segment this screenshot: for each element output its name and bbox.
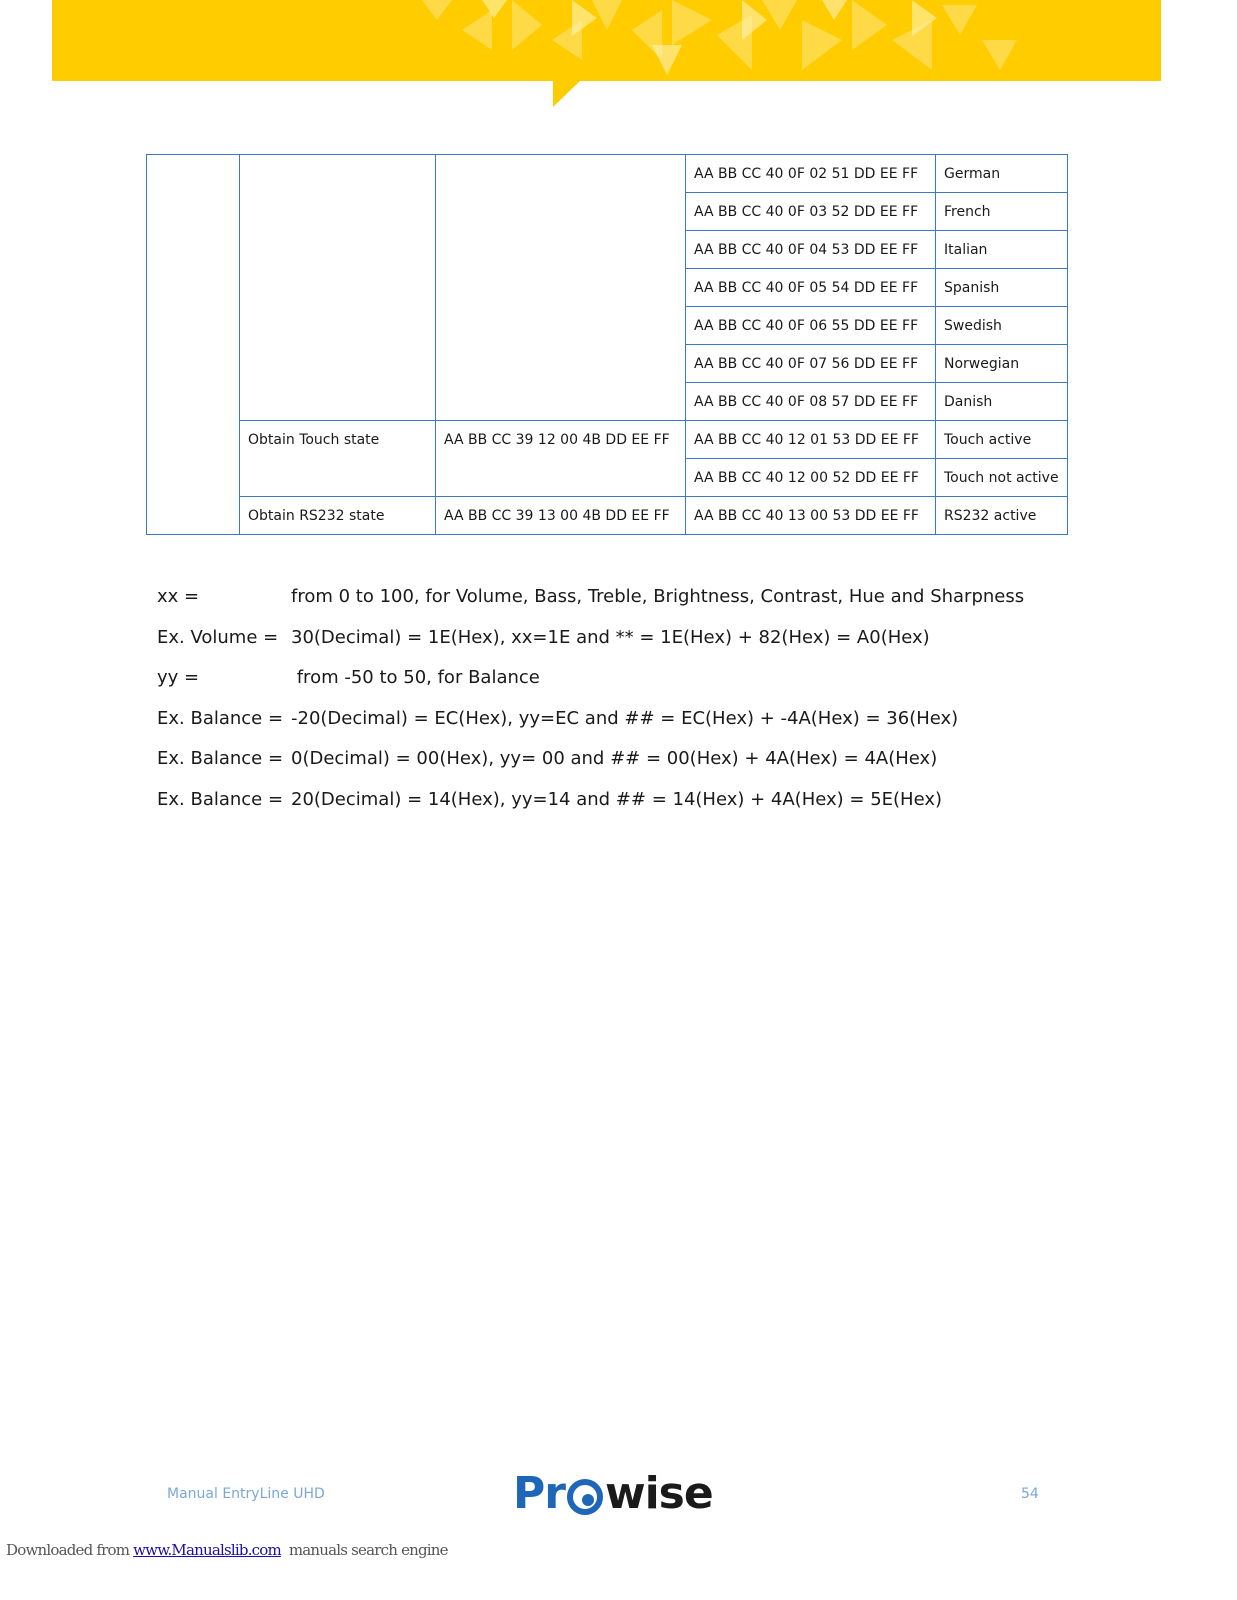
download-prefix: Downloaded from: [6, 1541, 134, 1559]
response-cell: AA BB CC 40 12 00 52 DD EE FF: [686, 459, 936, 497]
table-row: [147, 497, 1068, 535]
response-cell: AA BB CC 40 0F 04 53 DD EE FF: [686, 231, 936, 269]
response-cell: AA BB CC 40 0F 08 57 DD EE FF: [686, 383, 936, 421]
manualslib-link[interactable]: www.Manualslib.com: [133, 1541, 281, 1559]
prowise-logo: [513, 1468, 713, 1518]
function-cell: Obtain RS232 state: [240, 497, 436, 535]
header-banner: [52, 0, 1161, 81]
response-cell: AA BB CC 40 0F 02 51 DD EE FF: [686, 155, 936, 193]
meaning-cell: Italian: [936, 231, 1068, 269]
download-note: [6, 1541, 448, 1559]
note-value: 0(Decimal) = 00(Hex), yy= 00 and ## = 00(Hex) + 4A(Hex) = 4A(Hex): [291, 748, 938, 769]
meaning-cell: Norwegian: [936, 345, 1068, 383]
meaning-cell: Touch not active: [936, 459, 1068, 497]
command-cell: [436, 155, 686, 421]
command-table: [146, 154, 1068, 535]
command-cell: AA BB CC 39 13 00 4B DD EE FF: [436, 497, 686, 535]
command-cell: AA BB CC 39 12 00 4B DD EE FF: [436, 421, 686, 497]
note-row: [157, 586, 1024, 627]
meaning-cell: Danish: [936, 383, 1068, 421]
response-cell: AA BB CC 40 0F 05 54 DD EE FF: [686, 269, 936, 307]
note-key: xx =: [157, 586, 200, 607]
function-cell: Obtain Touch state: [240, 421, 436, 497]
function-cell: [240, 155, 436, 421]
response-cell: AA BB CC 40 12 01 53 DD EE FF: [686, 421, 936, 459]
notes-section: [157, 586, 1024, 829]
note-row: [157, 748, 1024, 789]
note-value: -20(Decimal) = EC(Hex), yy=EC and ## = EC(Hex) + -4A(Hex) = 36(Hex): [291, 707, 959, 729]
note-key: Ex. Balance =: [157, 788, 284, 810]
note-value: from 0 to 100, for Volume, Bass, Treble, Brightness, Contrast, Hue and Sharpness: [291, 586, 1025, 607]
meaning-cell: Touch active: [936, 421, 1068, 459]
response-cell: AA BB CC 40 0F 03 52 DD EE FF: [686, 193, 936, 231]
manual-title: Manual EntryLine UHD: [167, 1486, 325, 1502]
note-row: [157, 708, 1024, 749]
banner-tail: [553, 81, 580, 107]
note-row: [157, 789, 1024, 830]
note-value: 20(Decimal) = 14(Hex), yy=14 and ## = 14(Hex) + 4A(Hex) = 5E(Hex): [291, 788, 943, 810]
meaning-cell: French: [936, 193, 1068, 231]
table-row: [147, 155, 1068, 193]
note-key: Ex. Volume =: [157, 626, 279, 648]
meaning-cell: Spanish: [936, 269, 1068, 307]
note-key: yy =: [157, 667, 200, 688]
note-key: Ex. Balance =: [157, 748, 284, 769]
response-cell: AA BB CC 40 13 00 53 DD EE FF: [686, 497, 936, 535]
table-row: [147, 421, 1068, 459]
response-cell: AA BB CC 40 0F 06 55 DD EE FF: [686, 307, 936, 345]
logo-text-pr: Pr: [513, 1467, 565, 1519]
page-number: 54: [1021, 1486, 1039, 1502]
category-cell: [147, 155, 240, 535]
logo-text-wise: wise: [604, 1467, 713, 1519]
response-cell: AA BB CC 40 0F 07 56 DD EE FF: [686, 345, 936, 383]
note-row: [157, 627, 1024, 668]
meaning-cell: German: [936, 155, 1068, 193]
note-value: 30(Decimal) = 1E(Hex), xx=1E and ** = 1E(Hex) + 82(Hex) = A0(Hex): [291, 626, 930, 648]
note-key: Ex. Balance =: [157, 707, 284, 729]
meaning-cell: RS232 active: [936, 497, 1068, 535]
meaning-cell: Swedish: [936, 307, 1068, 345]
download-suffix: manuals search engine: [280, 1541, 448, 1559]
note-row: [157, 667, 1024, 708]
eye-icon: [567, 1479, 603, 1515]
note-value: from -50 to 50, for Balance: [291, 667, 540, 688]
banner-pattern: [52, 0, 1161, 81]
